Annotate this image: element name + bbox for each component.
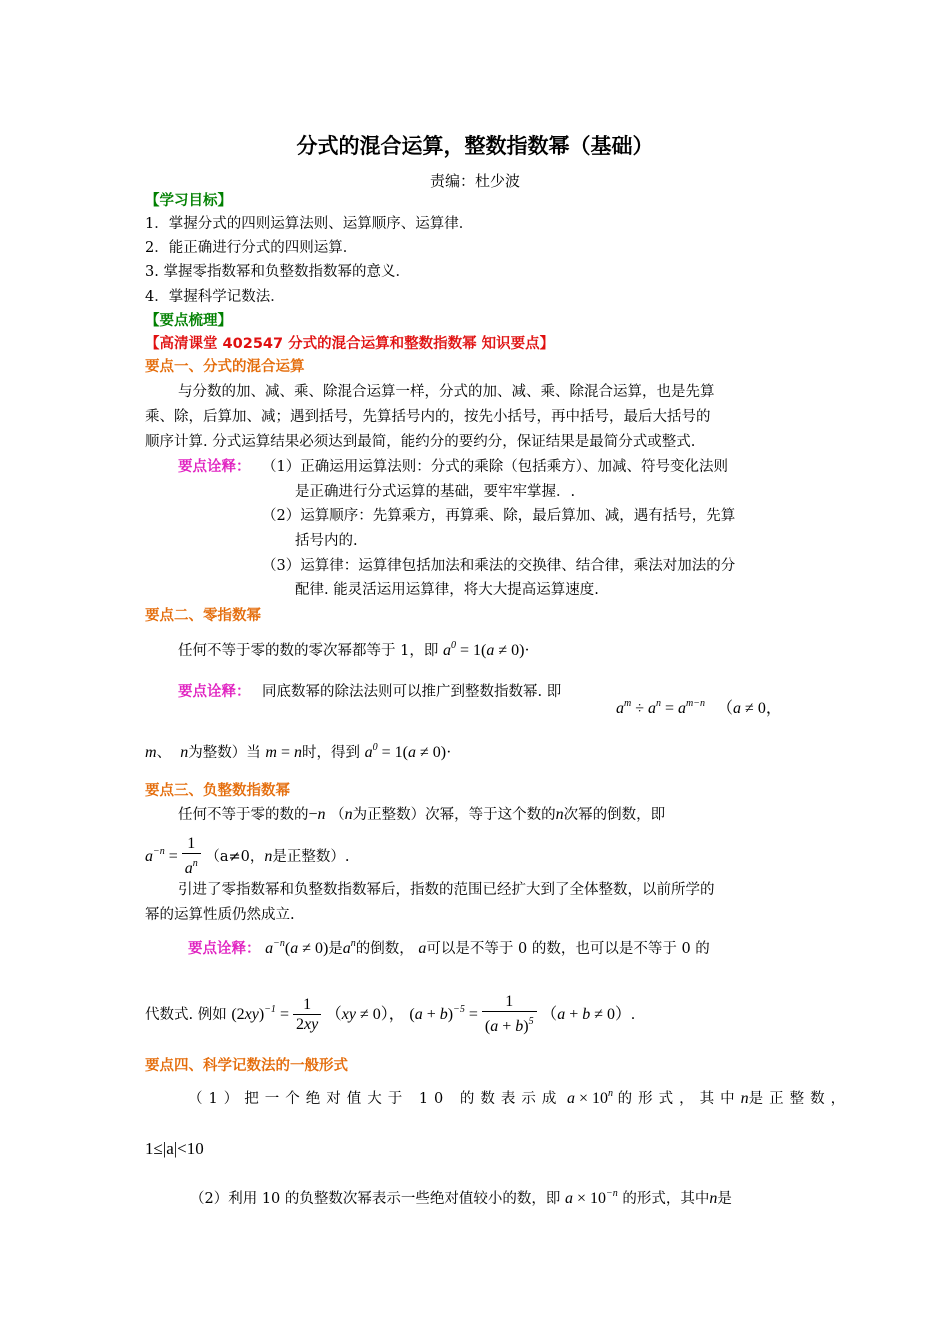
paragraph-line: 与分数的加、减、乘、除混合运算一样，分式的加、减、乘、除混合运算，也是先算 <box>178 384 715 400</box>
text: （a≠0， <box>205 849 265 865</box>
goal-item: 3. 掌握零指数幂和负整数指数幂的意义． <box>145 264 410 280</box>
note-line: 括号内的. <box>295 533 358 549</box>
fraction: $\frac{1}{a^n}$ <box>182 835 201 879</box>
section-2-heading: 要点二、零指数幂 <box>145 608 261 624</box>
fraction: $\frac{1}{(a + b)^5}$ <box>482 993 537 1037</box>
text: （1）把一个绝对值大于 10 的数表示成 <box>188 1091 563 1107</box>
outline-heading: 【要点梳理】 <box>145 313 232 329</box>
text: 、 <box>156 745 172 761</box>
note-line: （3）运算律：运算律包括加法和乘法的交换律、结合律，乘法对加法的分 <box>262 558 736 574</box>
section-1-heading: 要点一、分式的混合运算 <box>145 359 305 375</box>
page-title: 分式的混合运算，整数指数幂（基础） <box>296 134 654 158</box>
text: 为正整数）次幂，等于这个数的 <box>352 807 556 823</box>
text: 的形式，其中 <box>622 1191 710 1207</box>
text: 为整数）当 <box>188 745 261 761</box>
formula-range: 1≤|a|<10 <box>145 1139 204 1158</box>
formula-zero-exponent: $a^0 = 1(a \ne 0)\cdot$ <box>364 742 452 761</box>
text: 次幂的倒数，即 <box>563 807 666 823</box>
note-label: 要点诠释： <box>188 941 261 957</box>
text: 是 <box>328 941 343 957</box>
note-line: （2）运算顺序：先算乘方，再算乘、除，最后算加、减，遇有括号，先算 <box>262 508 736 524</box>
goals-heading: 【学习目标】 <box>145 193 232 209</box>
paragraph-line: m、 n为整数）当 m = n时，得到 $a^0 = 1(a \ne 0)\cdot$ <box>145 742 452 761</box>
text: 是正整数， <box>748 1091 852 1107</box>
paragraph-line: 乘、除，后算加、减；遇到括号，先算括号内的，按先小括号，再中括号，最后大括号的 <box>145 409 711 425</box>
note-label: 要点诠释： <box>178 459 251 475</box>
text: （2）利用 10 的负整数次幂表示一些绝对值较小的数，即 <box>190 1191 561 1207</box>
paragraph-line: 任何不等于零的数的−n （n为正整数）次幂，等于这个数的n次幂的倒数，即 <box>178 806 666 823</box>
goal-item: 1．掌握分式的四则运算法则、运算顺序、运算律． <box>145 216 474 232</box>
text: 代数式. 例如 <box>145 1007 227 1023</box>
text: 任何不等于零的数的 <box>178 807 309 823</box>
note-line: 是正确进行分式运算的基础，要牢牢掌握．. <box>295 484 576 500</box>
paragraph-line <box>178 636 530 661</box>
formula-power-division: $a^m \div a^n = a^{m-n}$ （a ≠ 0， <box>616 698 782 717</box>
paragraph-line: （1）把一个绝对值大于 10 的数表示成 $a \times 10^n$ 的形式，其中n是正整数， <box>188 1088 852 1107</box>
text: 的形式，其中 <box>617 1091 741 1107</box>
video-heading: 【高清课堂 402547 分式的混合运算和整数指数幂 知识要点】 <box>145 336 555 352</box>
note-line: （1）正确运用运算法则：分式的乘除（包括乘方）、加减、符号变化法则 <box>262 459 728 475</box>
fraction: $\frac{1}{2xy}$ <box>293 996 321 1035</box>
text: （ <box>330 807 345 823</box>
author-line: 责编：杜少波 <box>429 172 520 190</box>
section-3-heading: 要点三、负整数指数幂 <box>145 783 290 799</box>
formula-zero-exponent: $a^0 = 1(a \ne 0)\cdot$ <box>442 640 530 659</box>
text: 时，得到 <box>301 745 360 761</box>
note-line: 配律. 能灵活运用运算律，将大大提高运算速度. <box>295 582 599 598</box>
formula-line: $a^{-n}$ = $\frac{1}{a^n}$ （a≠0，n是正整数）. <box>145 835 350 877</box>
example-line: 代数式. 例如 $(2xy)^{-1}$ = $\frac{1}{2xy}$ （xy ≠ 0）， $(a + b)^{-5}$ = $\frac{1}{(a + b)^5}$ （a + b ≠ 0）. <box>145 993 636 1035</box>
note-line: 要点诠释： $a^{-n}(a \ne 0)$是$a^n$的倒数， a可以是不等于 0 的数，也可以是不等于 0 的 <box>188 938 710 957</box>
paragraph-line: 顺序计算. 分式运算结果必须达到最简，能约分的要约分，保证结果是最简分式或整式. <box>145 434 696 450</box>
text: 是 <box>717 1191 732 1207</box>
text: 可以是不等于 0 的数，也可以是不等于 0 的 <box>426 941 710 957</box>
paragraph-line: 幂的运算性质仍然成立. <box>145 907 295 923</box>
note-text: 同底数幂的除法法则可以推广到整数指数幂. 即 <box>262 684 562 700</box>
section-4-heading: 要点四、科学记数法的一般形式 <box>145 1058 348 1074</box>
text: 是正整数）. <box>272 849 350 865</box>
paragraph-line: 引进了零指数幂和负整数指数幂后，指数的范围已经扩大到了全体整数，以前所学的 <box>178 882 715 898</box>
text: 任何不等于零的数的零次幂都等于 1，即 <box>178 643 439 659</box>
goal-item: 4．掌握科学记数法． <box>145 289 285 305</box>
note-label: 要点诠释： <box>178 684 251 700</box>
goal-item: 2．能正确进行分式的四则运算． <box>145 240 358 256</box>
paragraph-line: （2）利用 10 的负整数次幂表示一些绝对值较小的数，即 $a \times 10^{-n}$ 的形式，其中n是 <box>190 1188 732 1207</box>
text: 的倒数， <box>355 941 414 957</box>
